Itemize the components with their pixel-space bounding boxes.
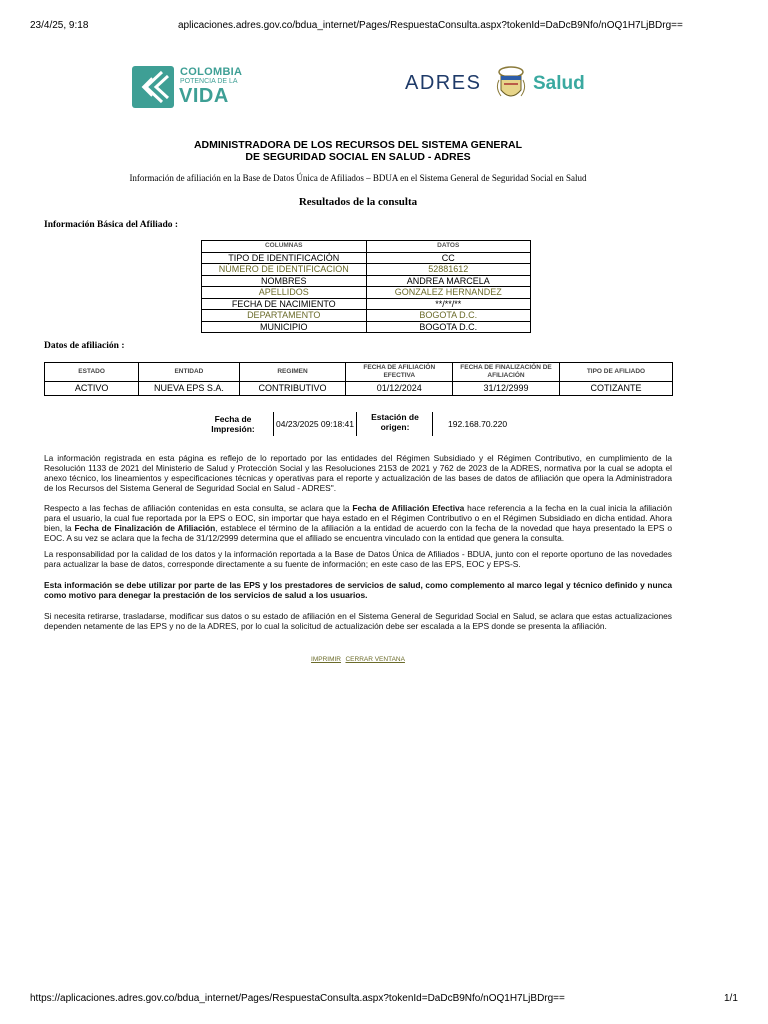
affiliation-col-header: TIPO DE AFILIADO [559,363,672,382]
adres-text: ADRES [405,72,482,94]
field-name-cell: NÚMERO DE IDENTIFICACION [202,264,367,276]
page-subtitle: Información de afiliación en la Base de Datos Única de Afiliados – BDUA en el Sistema General de Seguridad Social en Salud [129,173,587,183]
affiliation-heading: Datos de afiliación : [44,341,125,351]
coat-of-arms-icon [495,64,527,104]
affiliation-table [44,362,673,396]
estacion-origen-value: 192.168.70.220 [432,412,507,436]
results-heading: Resultados de la consulta [298,196,418,208]
print-footer-url: https://aplicaciones.adres.gov.co/bdua_internet/Pages/RespuestaConsulta.aspx?tokenId=DaDcB9Nfo/nOQ1H7LjBDrg== [30,993,565,1004]
col-header-columnas: COLUMNAS [202,241,367,253]
affiliation-cell: CONTRIBUTIVO [239,382,346,396]
paragraph-2-text-b: hace referencia a la fecha en la cual inicia la afiliación para el usuario, la cual fue reportada por la EPS o EOC, sin importar que haya estado en el Régimen Contributivo o en el Régimen Subsidiado en dicha entidad. Ahora bien, la [44,503,672,533]
table-row [202,310,531,322]
field-name-cell: APELLIDOS [202,287,367,299]
title-line-2: DE SEGURIDAD SOCIAL EN SALUD - ADRES [245,151,471,163]
paragraph-2 [44,503,672,543]
print-info [196,412,526,436]
field-value-cell: BOGOTA D.C. [366,310,531,322]
col-header-datos: DATOS [366,241,531,253]
colombia-text: COLOMBIA [180,66,243,78]
paragraph-2-text-a: Respecto a las fechas de afiliación contenidas en esta consulta, se aclara que la [44,503,353,513]
fecha-impresion-label: Fecha de Impresión: [211,414,255,434]
affiliation-col-header: FECHA DE FINALIZACIÓN DE AFILIACIÓN [453,363,560,382]
field-name-cell: MUNICIPIO [202,321,367,333]
print-datetime: 23/4/25, 9:18 [30,20,89,31]
table-row [202,321,531,333]
colombia-logo [130,62,280,108]
table-row [202,287,531,299]
field-value-cell: GONZALEZ HERNANDEZ [366,287,531,299]
field-value-cell: 52881612 [366,264,531,276]
action-links [0,648,716,666]
fecha-impresion-value: 04/23/2025 09:18:41 [273,412,357,436]
table-row [45,382,673,396]
title-line-1: ADMINISTRADORA DE LOS RECURSOS DEL SISTEMA GENERAL [193,139,523,151]
page-title [0,139,716,163]
paragraph-1: La información registrada en esta página es reflejo de lo reportado por las entidades del Régimen Subsidiado y el Régimen Contributivo, en cumplimiento de la Resolución 1133 de 2021 del Ministerio de Salud y Protección Social y las Resoluciones 2153 de 2021 y 762 de 2023 de la ADRES, normativa por la cual se adopta el anexo técnico, los lineamientos y especificaciones técnicas y operativas para el reporte y actualización de las bases de datos de afiliación que opera la Administradora de los Recursos del Sistema General de Seguridad Social en Salud - ADRES". [44,453,672,493]
affiliation-header-row [45,363,673,382]
affiliation-col-header: ENTIDAD [139,363,239,382]
field-name-cell: NOMBRES [202,275,367,287]
estacion-origen-label: Estación de origen: [371,412,419,432]
field-name-cell: DEPARTAMENTO [202,310,367,322]
colombia-emblem-icon [132,66,174,108]
basic-info-header-row [202,241,531,253]
affiliation-cell: COTIZANTE [559,382,672,396]
paragraph-2-bold-a: Fecha de Afiliación Efectiva [352,503,465,513]
affiliation-cell: ACTIVO [45,382,139,396]
field-name-cell: FECHA DE NACIMIENTO [202,298,367,310]
paragraph-5: Si necesita retirarse, trasladarse, modificar sus datos o su estado de afiliación en el Sistema General de Seguridad Social en Salud, se aclara que estas actualizaciones dependen netamente de las EPS y no de la ADRES, por lo cual la solicitud de actualización debe ser escalada a la EPS donde se presenta la afiliación. [44,611,672,631]
paragraph-2-text-c: , establece el término de la afiliación a la entidad de acuerdo con la fecha de la novedad que haya presentado la EPS o EOC. A su vez se aclara que la fecha de 31/12/2999 determina que el afiliado se encuentra vinculado con la entidad que genera la consulta. [44,523,673,543]
table-row [202,252,531,264]
field-value-cell: CC [366,252,531,264]
affiliation-cell: 31/12/2999 [453,382,560,396]
field-value-cell: **/**/** [366,298,531,310]
paragraph-4: Esta información se debe utilizar por parte de las EPS y los prestadores de servicios de salud, como complemento al marco legal y técnico definido y nunca como motivo para denegar la prestación de los servicios de salud a los usuarios. [44,580,672,600]
close-window-link[interactable]: CERRAR VENTANA [345,656,405,663]
vida-text: VIDA [179,85,229,107]
affiliation-cell: NUEVA EPS S.A. [139,382,239,396]
field-name-cell: TIPO DE IDENTIFICACIÓN [202,252,367,264]
affiliation-col-header: REGIMEN [239,363,346,382]
adres-logo [405,64,595,108]
print-footer-page: 1/1 [724,993,738,1004]
affiliation-col-header: FECHA DE AFILIACIÓN EFECTIVA [346,363,453,382]
affiliation-cell: 01/12/2024 [346,382,453,396]
field-value-cell: ANDREA MARCELA [366,275,531,287]
potencia-text: POTENCIA DE LA [180,78,238,85]
basic-info-heading: Información Básica del Afiliado : [44,220,179,230]
affiliation-col-header: ESTADO [45,363,139,382]
paragraph-3: La responsabilidad por la calidad de los datos y la información reportada a la Base de Datos Única de Afiliados - BDUA, junto con el reporte oportuno de las novedades para actualizar la base de datos, corresponde directamente a su fuente de información; en este caso de las EPS, EOC y EPS-S. [44,549,672,569]
basic-info-table [201,240,531,333]
salud-text: Salud [533,73,585,94]
table-row [202,275,531,287]
table-row [202,264,531,276]
print-url: aplicaciones.adres.gov.co/bdua_internet/Pages/RespuestaConsulta.aspx?tokenId=DaDcB9Nfo/nOQ1H7LjBDrg== [178,20,683,31]
paragraph-2-bold-b: Fecha de Finalización de Afiliación [74,523,216,533]
field-value-cell: BOGOTA D.C. [366,321,531,333]
table-row [202,298,531,310]
print-link[interactable]: IMPRIMIR [311,656,342,663]
